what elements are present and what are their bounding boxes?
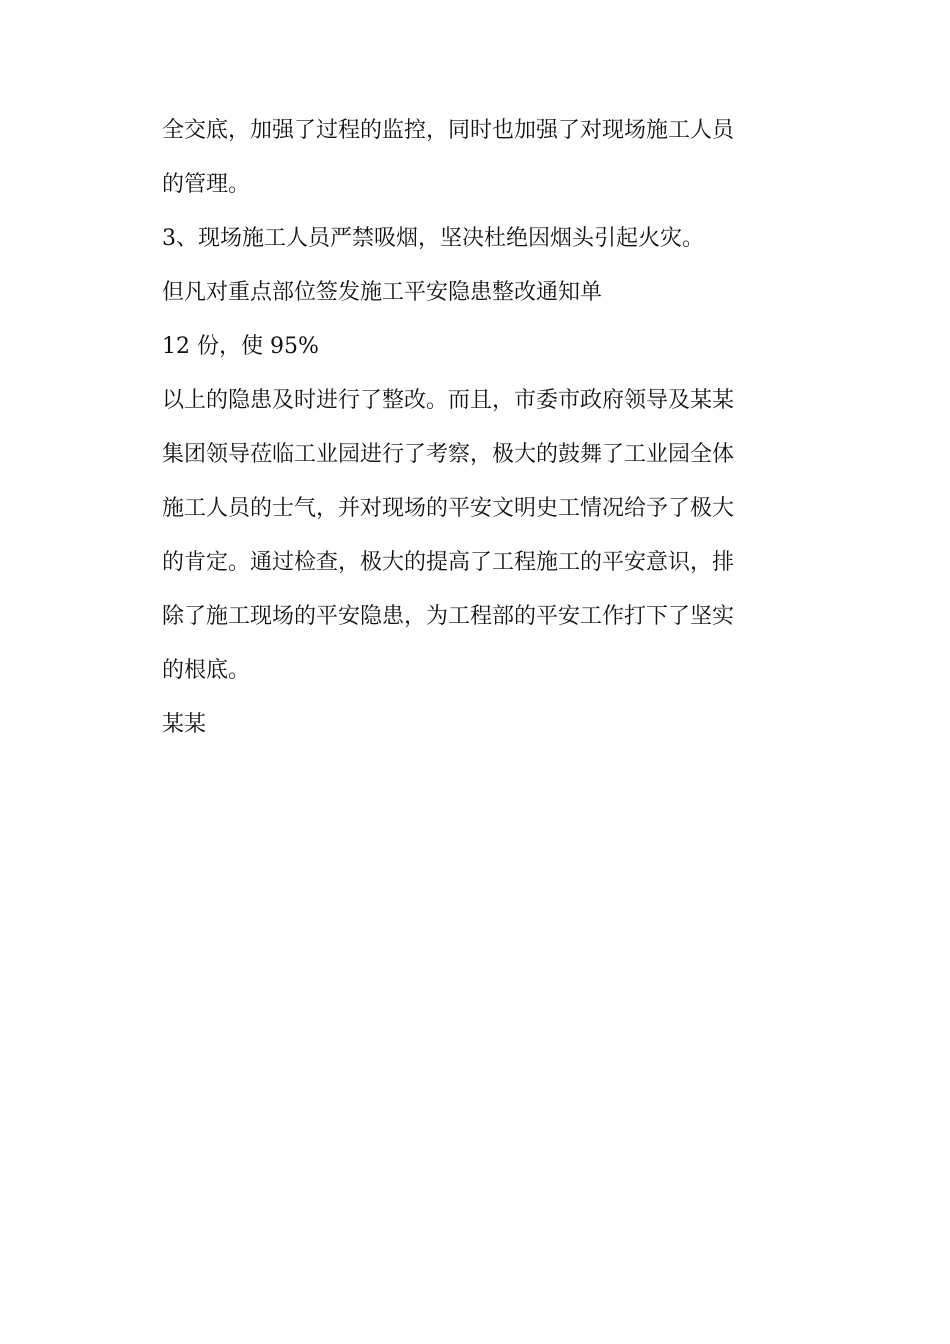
text-line: 施工人员的士气，并对现场的平安文明史工情况给予了极大 <box>162 496 735 521</box>
text-line: 3、现场施工人员严禁吸烟，坚决杜绝因烟头引起火灾。 <box>162 226 704 251</box>
document-body <box>162 104 762 752</box>
text-line: 以上的隐患及时进行了整改。而且，市委市政府领导及某某 <box>162 388 735 413</box>
text-line: 全交底，加强了过程的监控，同时也加强了对现场施工人员 <box>162 118 735 143</box>
text-line: 的肯定。通过检查，极大的提高了工程施工的平安意识，排 <box>162 550 735 575</box>
text-line: 但凡对重点部位签发施工平安隐患整改通知单 <box>162 280 603 305</box>
text-line: 集团领导莅临工业园进行了考察，极大的鼓舞了工业园全体 <box>162 442 735 467</box>
text-line: 的根底。 <box>162 658 251 683</box>
text-line: 除了施工现场的平安隐患，为工程部的平安工作打下了坚实 <box>162 604 735 629</box>
signature-text: 某某 <box>162 712 207 737</box>
text-line: 12 份，使 95% <box>162 334 319 359</box>
text-line: 的管理。 <box>162 172 251 197</box>
